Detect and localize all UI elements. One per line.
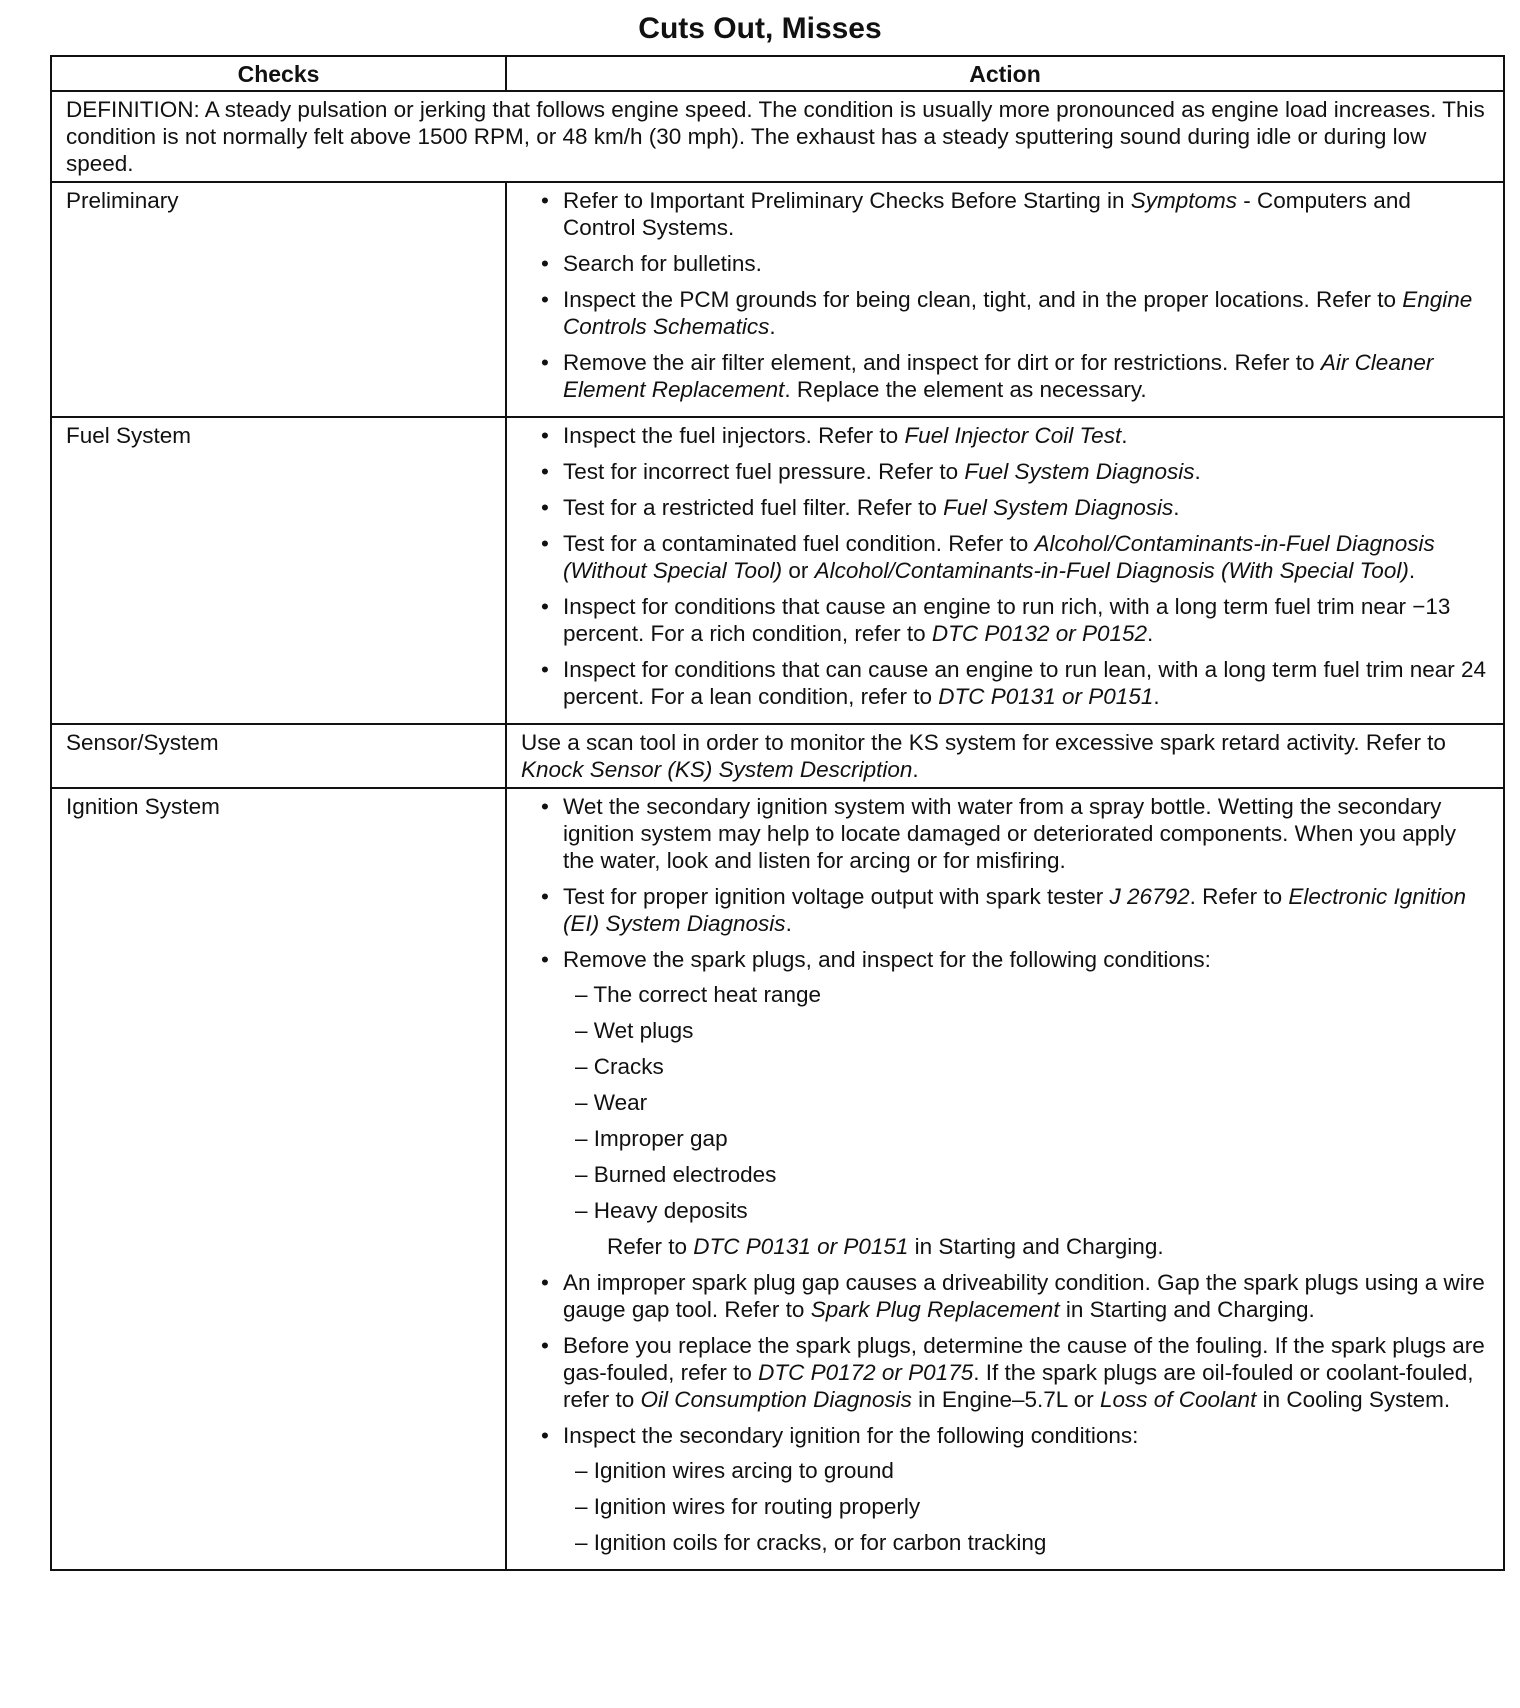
dash-item: – Wet plugs: [575, 1018, 694, 1043]
definition-row: [51, 91, 1504, 182]
action-sensor-system: Use a scan tool in order to monitor the KS system for excessive spark retard activity. Refer to Knock Sensor (KS) System Description.: [506, 724, 1504, 788]
action-header: Action: [506, 56, 1504, 91]
dash-item: – Heavy deposits: [575, 1198, 748, 1223]
list-item: • Inspect the fuel injectors. Refer to Fuel Injector Coil Test.: [563, 422, 1489, 449]
header-row: [51, 56, 1504, 91]
list-item: • Test for proper ignition voltage output with spark tester J 26792. Refer to Electronic Ignition (EI) System Diagnosis.: [563, 883, 1489, 937]
preliminary-row: [51, 182, 1504, 417]
dash-item: – Cracks: [575, 1054, 664, 1079]
dash-item: – Ignition wires for routing properly: [575, 1494, 921, 1519]
action-ignition-system: [506, 788, 1504, 1570]
list-item: • Refer to Important Preliminary Checks Before Starting in Symptoms - Computers and Control Systems.: [563, 187, 1489, 241]
dash-item: – Burned electrodes: [575, 1162, 777, 1187]
check-fuel-system: Fuel System: [51, 417, 506, 724]
list-item: • Test for incorrect fuel pressure. Refer to Fuel System Diagnosis.: [563, 458, 1489, 485]
list-item: • Remove the spark plugs, and inspect for the following conditions: – The correct heat range – Wet plugs – Cracks – Wear – Improper gap – Burned electrodes – Heavy deposits Refer to DTC P0131 or P0151 in Starting and Charging.: [563, 946, 1489, 1260]
dash-item: – The correct heat range: [575, 982, 821, 1007]
list-item: • Wet the secondary ignition system with water from a spray bottle. Wetting the secondary ignition system may help to locate damaged or deteriorated components. When you apply the water, look and listen for arcing or for misfiring.: [563, 793, 1489, 874]
list-item: • Before you replace the spark plugs, determine the cause of the fouling. If the spark plugs are gas-fouled, refer to DTC P0172 or P0175. If the spark plugs are oil-fouled or coolant-fouled, refer to Oil Consumption Diagnosis in Engine–5.7L or Loss of Coolant in Cooling System.: [563, 1332, 1489, 1413]
page-title: Cuts Out, Misses: [638, 12, 882, 45]
secondary-ignition-conditions: [563, 1457, 1489, 1556]
dash-item: – Ignition coils for cracks, or for carbon tracking: [575, 1530, 1047, 1555]
list-item: • Test for a restricted fuel filter. Refer to Fuel System Diagnosis.: [563, 494, 1489, 521]
refer-note: Refer to DTC P0131 or P0151 in Starting and Charging.: [607, 1234, 1164, 1259]
list-item: • Remove the air filter element, and inspect for dirt or for restrictions. Refer to Air Cleaner Element Replacement. Replace the element as necessary.: [563, 349, 1489, 403]
definition-text: DEFINITION: A steady pulsation or jerking that follows engine speed. The condition is usually more pronounced as engine load increases. This condition is not normally felt above 1500 RPM, or 48 km/h (30 mph). The exhaust has a steady sputtering sound during idle or during low speed.: [51, 91, 1504, 182]
spark-plug-conditions: [563, 981, 1489, 1224]
ignition-system-row: [51, 788, 1504, 1570]
dash-item: – Wear: [575, 1090, 648, 1115]
dash-item: – Ignition wires arcing to ground: [575, 1458, 894, 1483]
diagnostic-table: [50, 55, 1505, 1571]
checks-header: Checks: [51, 56, 506, 91]
list-item: • Test for a contaminated fuel condition. Refer to Alcohol/Contaminants-in-Fuel Diagnosis (Without Special Tool) or Alcohol/Contaminants-in-Fuel Diagnosis (With Special Tool).: [563, 530, 1489, 584]
check-preliminary: Preliminary: [51, 182, 506, 417]
check-ignition-system: Ignition System: [51, 788, 506, 1570]
list-item: • Search for bulletins.: [563, 250, 1489, 277]
check-sensor-system: Sensor/System: [51, 724, 506, 788]
list-item: • Inspect the secondary ignition for the following conditions: – Ignition wires arcing to ground – Ignition wires for routing properly – Ignition coils for cracks, or for carbon tracking: [563, 1422, 1489, 1556]
list-item: • An improper spark plug gap causes a driveability condition. Gap the spark plugs using a wire gauge gap tool. Refer to Spark Plug Replacement in Starting and Charging.: [563, 1269, 1489, 1323]
list-item: • Inspect the PCM grounds for being clean, tight, and in the proper locations. Refer to Engine Controls Schematics.: [563, 286, 1489, 340]
dash-item: – Improper gap: [575, 1126, 728, 1151]
fuel-system-row: [51, 417, 1504, 724]
sensor-system-row: [51, 724, 1504, 788]
list-item: • Inspect for conditions that can cause an engine to run lean, with a long term fuel trim near 24 percent. For a lean condition, refer to DTC P0131 or P0151.: [563, 656, 1489, 710]
action-preliminary: [506, 182, 1504, 417]
list-item: • Inspect for conditions that cause an engine to run rich, with a long term fuel trim near −13 percent. For a rich condition, refer to DTC P0132 or P0152.: [563, 593, 1489, 647]
action-fuel-system: [506, 417, 1504, 724]
